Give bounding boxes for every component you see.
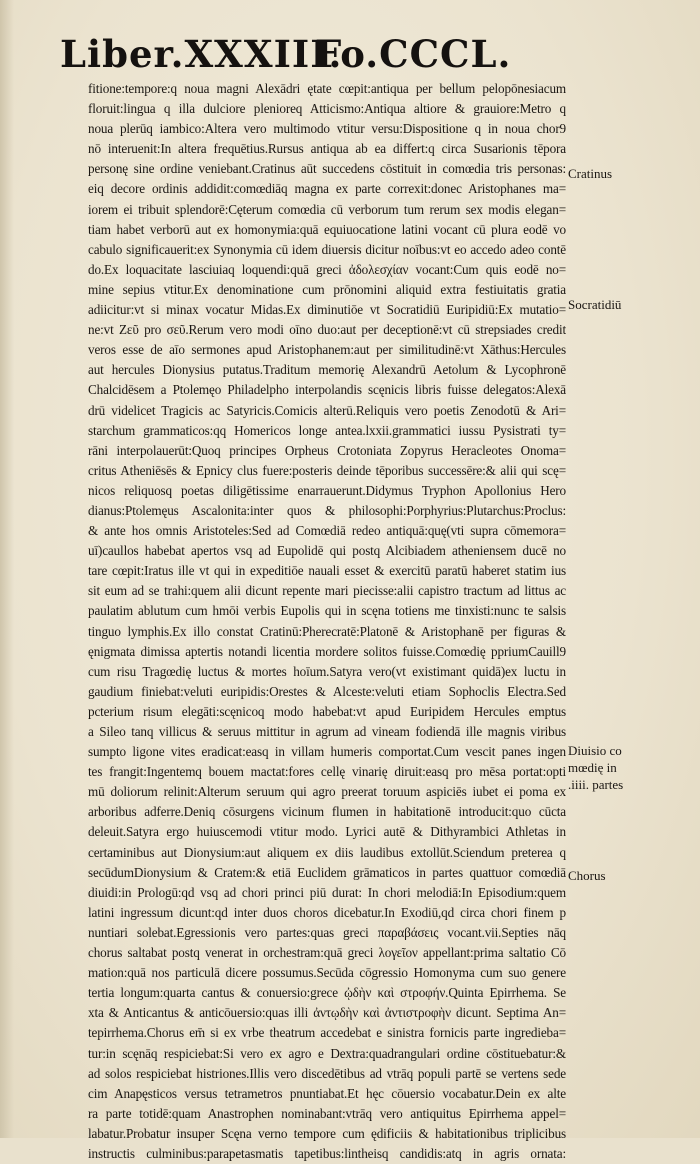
text-line: tinguo lymphis.Ex illo constat Cratinū:Pherecratē:Platonē & Aristophanē per figuras & bbox=[88, 623, 566, 639]
text-line: tare cœpit:Iratus ille vt qui in expeditiōe nauali esset & exercitū paratū haberet statim ius bbox=[88, 563, 566, 579]
text-line: do.Ex loquacitate lasciuiaq loquendi:quā greci ἀδολεσχίαν vocant:Cum quis eodē no= bbox=[88, 261, 566, 277]
margin-note-diuisio bbox=[568, 742, 678, 793]
text-line: secūdumDionysium & Cratem:& etiā Euclidem grāmaticos in partes quattuor comœdiā bbox=[88, 864, 566, 880]
text-line: tertia longum:quarta cantus & conuersio:grece ᾠδὴν καὶ στροφήν.Quinta Epirrhema. Se bbox=[88, 985, 566, 1001]
text-line: uī)caullos habebat apertos vsq ad Eupolidē qui postq Alcibiadem atheniensem ducē no bbox=[88, 543, 566, 559]
text-line: latini ingressum dicunt:qd inter duos choros dicebatur.In Exodiū,qd circa chori finem p bbox=[88, 904, 566, 920]
text-line: mine sepius vtitur.Ex denominatione cum prōnomini aliquid extra festiuitatis gratia bbox=[88, 281, 566, 297]
margin-note-line: Diuisio co bbox=[568, 743, 622, 758]
margin-note-line: Cratinus bbox=[568, 166, 613, 181]
text-line: cabulo significauerit:ex Synonymia cū idem diuersis dicitur noībus:vt eo accedo adeo contē bbox=[88, 241, 566, 257]
text-line: gaudium finiebat:veluti euripidis:Orestes & Alceste:veluti etiam Sophoclis Electra.Sed bbox=[88, 683, 566, 699]
main-text-column bbox=[88, 79, 566, 1164]
text-line: personę sine ordine veniebant.Cratinus aūt succedens cōstituit in comœdia tris personas: bbox=[88, 161, 566, 177]
text-line: ad solos respiciebat histriones.Illis vero discedētibus ad vtrāq populi partē se vertens sede bbox=[88, 1065, 566, 1081]
folio-number: Fo.CCCL. bbox=[315, 32, 512, 76]
text-line: noua plerūq iambico:Altera vero multimodo vtitur versu:Dispositione q in noua chor9 bbox=[88, 121, 566, 137]
text-line: nicos reliquosq poetas diligētissime enarrauerunt.Didymus Tryphon Apollonius Hero bbox=[88, 482, 566, 498]
text-line: certaminibus aut Dionysium:aut aliquem ex diis laudibus extollūt.Sciendum preterea q bbox=[88, 844, 566, 860]
text-line: aut hercules Dionysius putatus.Traditum memorię Alexandrū Aetolum & Lycophronē bbox=[88, 362, 566, 378]
text-line: tiam habet verborū aut ex homonymia:quā equiuocatione latini vocant cū plura eodē vo bbox=[88, 221, 566, 237]
text-line: deleuit.Satyra ergo huiuscemodi vtitur modo. Lyrici autē & Dithyrambici Athletas in bbox=[88, 824, 566, 840]
text-line: Chalcidēsem a Ptolemęo Philadelpho interpolandis scęnicis libris fuisse delegatos:Alexā bbox=[88, 382, 566, 398]
margin-note-socratidiu bbox=[568, 296, 678, 313]
text-line: nō interuenit:In altera frequētius.Rursus antiqua ab ea differt:q circa Susarionis tēpora bbox=[88, 141, 566, 157]
text-line: rāni interpolauerūt:Quoq principes Orpheus Crotoniata Zopyrus Heracleotes Onoma= bbox=[88, 442, 566, 458]
margin-note-line: .iiii. partes bbox=[568, 777, 624, 792]
text-line: cim Anapęsticos versus tetrametros pnuntiabat.Et hęc cōuersio vocabatur.Dein ex alte bbox=[88, 1085, 566, 1101]
book-number: Liber.XXXIII. bbox=[60, 32, 343, 76]
text-line: xta & Anticantus & anticōuersio:quas illi ἀντῳδὴν καὶ ἀντιστροφὴν dicunt. Septima An= bbox=[88, 1005, 566, 1021]
text-line: a Sileo tanq villicus & seruus mittitur in agrum ad vineam fodiendā ille magnis viribus bbox=[88, 724, 566, 739]
text-line: chorus saltabat postq venerat in orchestram:quā greci λογεῖον appellant:prima saltatio Cō bbox=[88, 945, 566, 961]
text-line: veros esse de aīo sermones apud Aristophanem:aut per similitudinē:vt Xāthus:Hercules bbox=[88, 342, 566, 358]
margin-note-cratinus bbox=[568, 165, 678, 182]
text-line: critus Atheniēsēs & Epnicy clus fuere:posteris deinde tēporibus successēre:& alii qui scę= bbox=[88, 462, 566, 478]
text-line: & ante hos omnis Aristoteles:Sed ad Comœdiā redeo antiquā:quę(vti supra cōmemora= bbox=[88, 523, 566, 539]
text-line: iorem ei tribuit splendorē:Cęterum comœdia cū verborum tum rerum sex modis elegan= bbox=[88, 201, 566, 217]
text-line: mū doliorum relinit:Alterum seruum qui agro preerat toruum aspiciēs iubet ei poma ex bbox=[88, 784, 566, 800]
text-line: labatur.Probatur insuper Scęna verno tempore cum ędificiis & habitationibus triplicibus bbox=[88, 1125, 566, 1141]
text-line: ne:vt Ζεῦ pro σεῦ.Rerum vero modi oīno duo:aut per deceptionē:vt cū strepsiades credit bbox=[88, 322, 566, 338]
margin-note-line: Chorus bbox=[568, 868, 606, 883]
running-header bbox=[60, 32, 530, 82]
text-line: starchum grammaticos:qq Homericos longe antea.lxxii.grammatici iussu Pysistrati ty= bbox=[88, 422, 566, 438]
margin-note-chorus bbox=[568, 867, 678, 884]
text-line: fitione:tempore:q noua magni Alexādri ętate cœpit:antiqua per bellum pelopōnesiacum bbox=[88, 81, 566, 96]
text-line: paulatim ablutum cum hmōi verbis Eupolis qui in scęna totiens me tinxisti:nunc te salsis bbox=[88, 603, 566, 619]
text-line: sumpto ligone vites eradicat:easq in villam humeris comportat.Cum vescit panes ingen bbox=[88, 744, 566, 760]
gutter-shadow bbox=[0, 0, 14, 1138]
text-line: ra parte totidē:quam Anastrophen nominabant:vtrāq vero antiquitus Epirrhema appel= bbox=[88, 1105, 566, 1121]
text-line: ęnigmata dimissa aptertis notandi licentia mordere solitos fuisse.Comœdię ppriumCauill9 bbox=[88, 643, 566, 659]
text-line: eiq decore ordinis addidit:comœdiāq magna ex parte correxit:donec Aristophanes ma= bbox=[88, 181, 566, 197]
text-line: mation:quā nos particulā dicere possumus.Secūda cōgressio Homonyma cum suo genere bbox=[88, 965, 566, 981]
text-line: drū videlicet Tragicis ac Satyricis.Comicis alterū.Reliquis vero poetis Zenodotū & Ari= bbox=[88, 402, 566, 418]
text-line: arboribus adferre.Deniq cōsurgens vicinum flumen in habitationē introducit:quo cūcta bbox=[88, 804, 566, 820]
text-line: diuidi:in Prologū:qd vsq ad chori princi piū durat: In chori melodiā:In Episodium:quem bbox=[88, 884, 566, 900]
text-line: tepirrhema.Chorus em̄ si ex vrbe theatrum accedebat e sinistra fornicis parte ingredieba= bbox=[88, 1025, 566, 1041]
text-line: tur:in scęnāq respiciebat:Si vero ex agro e Dextra:quadrangulari ordine cōstituebatur:& bbox=[88, 1045, 566, 1061]
text-line: nuntiari solebat.Egressionis vero partes:quas greci παραβάσεις vocant.vii.Septies nāq bbox=[88, 924, 566, 940]
margin-note-line: mœdię in bbox=[568, 760, 617, 775]
margin-note-line: Socratidiū bbox=[568, 297, 622, 312]
text-line: floruit:lingua q illa dulciore plenioreq Atticismo:Antiqua altiore & grauiore:Metro q bbox=[88, 101, 566, 117]
text-line: dianus:Ptolemęus Ascalonita:inter quos & philosophi:Porphyrius:Plutarchus:Proclus: bbox=[88, 502, 566, 518]
text-line: instructis culminibus:parapetasmatis tapetibus:lintheisq candidis:atq in agris ornata: bbox=[88, 1145, 566, 1161]
text-line: tes frangit:Ingentemq bouem mactat:fores cellę vinarię diruit:easq pro mēsa portat:opti bbox=[88, 764, 566, 780]
text-line: pcterium risum elegāti:scęnicoq modo habebat:vt apud Euripidem Hercules emptus bbox=[88, 703, 566, 719]
text-line: sit eum ad se trahi:quem alii dicunt repente mari piecisse:alii capistro tractum ad littus ac bbox=[88, 583, 566, 599]
text-line: cum risu Tragœdię luctus & mortes hoīum.Satyra vero(vt existimant quidā)ex luctu in bbox=[88, 663, 566, 679]
text-line: adiicitur:vt si minax vocatur Midas.Ex diminutiōe vt Socratidiū Euripidiū:Ex mutatio= bbox=[88, 302, 566, 318]
